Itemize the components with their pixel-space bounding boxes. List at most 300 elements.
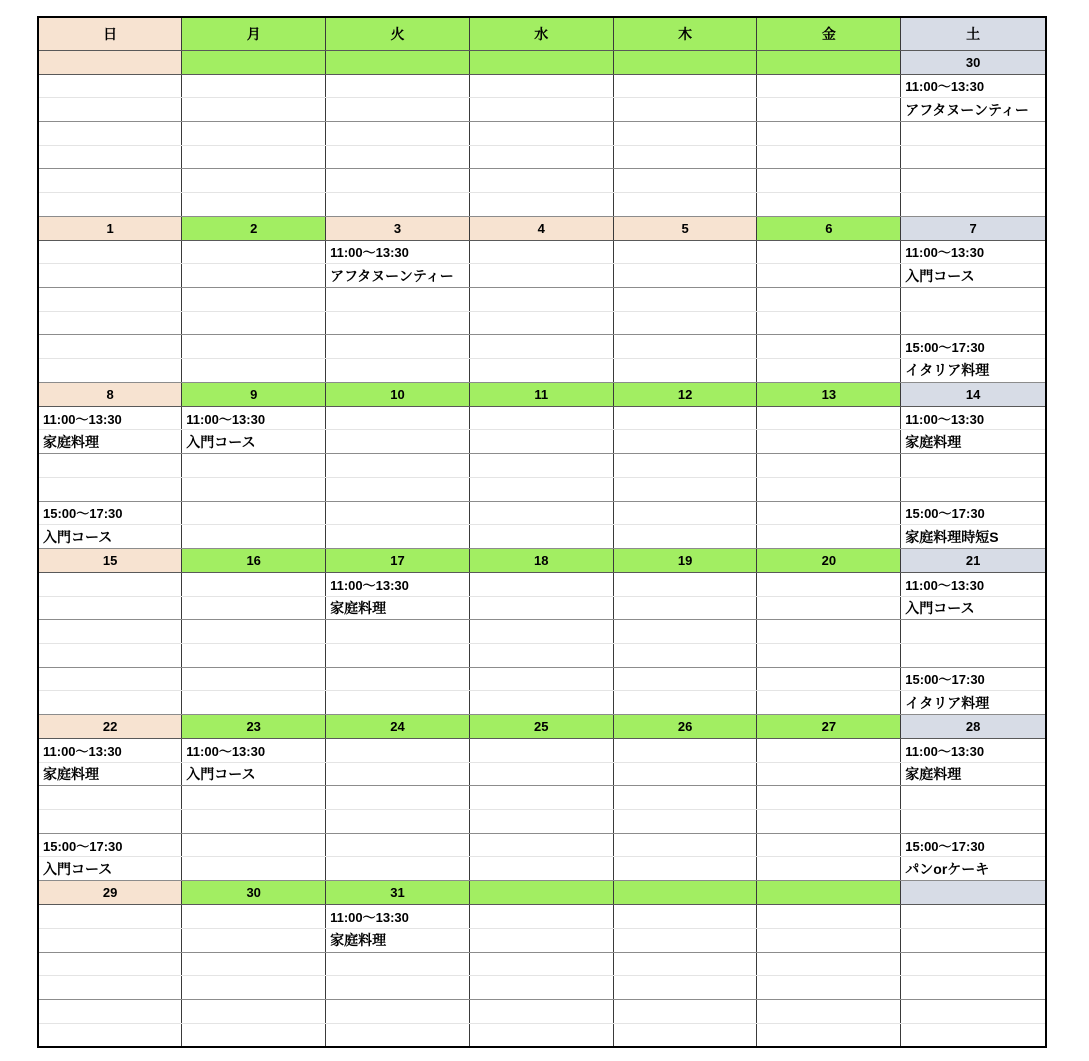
date-cell-empty[interactable] xyxy=(613,50,757,74)
event-name-cell[interactable]: アフタヌーンティー xyxy=(901,98,1046,122)
date-cell-2[interactable]: 2 xyxy=(182,216,326,240)
event-name-cell[interactable] xyxy=(613,192,757,216)
event-time-cell[interactable]: 11:00〜13:30 xyxy=(901,406,1046,430)
event-time-cell[interactable] xyxy=(757,999,901,1023)
event-time-cell[interactable] xyxy=(757,74,901,98)
event-time-cell[interactable] xyxy=(613,288,757,312)
event-time-cell[interactable] xyxy=(469,169,613,193)
event-name-cell[interactable] xyxy=(757,857,901,881)
date-cell-4[interactable]: 4 xyxy=(469,216,613,240)
event-name-cell[interactable]: イタリア料理 xyxy=(901,359,1046,383)
event-time-cell[interactable] xyxy=(38,905,182,929)
event-time-cell[interactable] xyxy=(182,121,326,145)
event-time-cell[interactable] xyxy=(469,74,613,98)
event-name-cell[interactable] xyxy=(613,98,757,122)
event-time-cell[interactable] xyxy=(757,335,901,359)
event-name-cell[interactable] xyxy=(326,525,470,549)
date-cell-5[interactable]: 5 xyxy=(613,216,757,240)
event-name-cell[interactable] xyxy=(757,98,901,122)
date-cell-empty[interactable] xyxy=(757,881,901,905)
event-time-cell[interactable] xyxy=(38,952,182,976)
event-name-cell[interactable]: イタリア料理 xyxy=(901,691,1046,715)
event-name-cell[interactable] xyxy=(757,810,901,834)
event-time-cell[interactable] xyxy=(613,501,757,525)
event-time-cell[interactable] xyxy=(182,572,326,596)
event-name-cell[interactable] xyxy=(182,98,326,122)
date-cell-15[interactable]: 15 xyxy=(38,548,182,572)
event-time-cell[interactable] xyxy=(757,501,901,525)
event-name-cell[interactable] xyxy=(757,264,901,288)
event-name-cell[interactable] xyxy=(182,691,326,715)
event-time-cell[interactable] xyxy=(901,288,1046,312)
event-name-cell[interactable] xyxy=(326,691,470,715)
event-name-cell[interactable] xyxy=(757,477,901,501)
event-name-cell[interactable] xyxy=(901,643,1046,667)
event-name-cell[interactable] xyxy=(901,1023,1046,1047)
event-time-cell[interactable] xyxy=(469,335,613,359)
date-cell-20[interactable]: 20 xyxy=(757,548,901,572)
event-time-cell[interactable] xyxy=(182,833,326,857)
event-name-cell[interactable] xyxy=(613,264,757,288)
date-cell-21[interactable]: 21 xyxy=(901,548,1046,572)
date-cell-24[interactable]: 24 xyxy=(326,715,470,739)
event-time-cell[interactable] xyxy=(757,121,901,145)
event-name-cell[interactable]: 入門コース xyxy=(38,525,182,549)
event-name-row xyxy=(38,1023,1046,1047)
event-time-cell[interactable] xyxy=(182,667,326,691)
event-name-cell[interactable] xyxy=(38,477,182,501)
event-time-cell[interactable] xyxy=(182,288,326,312)
event-time-cell[interactable] xyxy=(469,406,613,430)
event-name-cell[interactable] xyxy=(38,98,182,122)
event-time-cell[interactable] xyxy=(38,74,182,98)
event-time-cell[interactable] xyxy=(757,833,901,857)
event-name-cell[interactable] xyxy=(613,359,757,383)
event-time-cell[interactable] xyxy=(469,240,613,264)
date-cell-empty[interactable] xyxy=(901,881,1046,905)
event-time-cell[interactable] xyxy=(469,572,613,596)
event-time-cell[interactable] xyxy=(613,240,757,264)
event-name-cell[interactable] xyxy=(182,477,326,501)
date-cell-empty[interactable] xyxy=(469,881,613,905)
date-cell-12[interactable]: 12 xyxy=(613,382,757,406)
event-time-cell[interactable] xyxy=(326,335,470,359)
event-name-cell[interactable] xyxy=(38,810,182,834)
event-name-cell[interactable]: 家庭料理 xyxy=(38,762,182,786)
event-time-cell[interactable] xyxy=(38,786,182,810)
event-name-cell[interactable] xyxy=(182,976,326,1000)
event-time-cell[interactable] xyxy=(613,572,757,596)
date-cell-17[interactable]: 17 xyxy=(326,548,470,572)
event-name-cell[interactable] xyxy=(613,810,757,834)
event-time-row xyxy=(38,999,1046,1023)
event-time-cell[interactable] xyxy=(182,999,326,1023)
event-name-cell[interactable] xyxy=(469,311,613,335)
event-name-cell[interactable] xyxy=(326,477,470,501)
event-time-cell[interactable] xyxy=(38,620,182,644)
event-time-cell[interactable] xyxy=(326,833,470,857)
event-time-cell[interactable] xyxy=(469,121,613,145)
date-cell-6[interactable]: 6 xyxy=(757,216,901,240)
event-name-cell[interactable] xyxy=(182,928,326,952)
event-name-cell[interactable] xyxy=(757,643,901,667)
event-name-cell[interactable] xyxy=(613,762,757,786)
date-cell-16[interactable]: 16 xyxy=(182,548,326,572)
date-cell-empty[interactable] xyxy=(613,881,757,905)
date-cell-26[interactable]: 26 xyxy=(613,715,757,739)
event-name-cell[interactable] xyxy=(469,762,613,786)
event-name-cell[interactable] xyxy=(469,264,613,288)
event-name-cell[interactable] xyxy=(182,359,326,383)
event-name-cell[interactable] xyxy=(326,311,470,335)
event-name-cell[interactable] xyxy=(38,1023,182,1047)
date-cell-13[interactable]: 13 xyxy=(757,382,901,406)
event-name-cell[interactable]: 家庭料理 xyxy=(901,430,1046,454)
event-time-cell[interactable] xyxy=(326,454,470,478)
event-time-cell[interactable]: 11:00〜13:30 xyxy=(326,905,470,929)
event-name-cell[interactable] xyxy=(38,311,182,335)
event-name-cell[interactable] xyxy=(469,928,613,952)
event-time-cell[interactable]: 11:00〜13:30 xyxy=(326,240,470,264)
event-name-cell[interactable] xyxy=(326,857,470,881)
event-time-cell[interactable] xyxy=(38,572,182,596)
event-time-cell[interactable] xyxy=(326,288,470,312)
event-name-cell[interactable] xyxy=(326,192,470,216)
event-time-cell[interactable] xyxy=(613,905,757,929)
event-time-cell[interactable] xyxy=(182,786,326,810)
event-name-cell[interactable] xyxy=(613,477,757,501)
event-name-cell[interactable]: 入門コース xyxy=(901,596,1046,620)
date-cell-25[interactable]: 25 xyxy=(469,715,613,739)
event-time-cell[interactable] xyxy=(182,952,326,976)
event-time-cell[interactable] xyxy=(757,620,901,644)
event-name-cell[interactable] xyxy=(38,691,182,715)
date-cell-10[interactable]: 10 xyxy=(326,382,470,406)
event-name-cell[interactable] xyxy=(901,192,1046,216)
event-time-cell[interactable] xyxy=(38,667,182,691)
event-time-cell[interactable]: 11:00〜13:30 xyxy=(901,240,1046,264)
event-name-cell[interactable] xyxy=(38,359,182,383)
event-name-cell[interactable] xyxy=(757,1023,901,1047)
event-time-cell[interactable] xyxy=(469,501,613,525)
date-cell-empty[interactable] xyxy=(757,50,901,74)
event-time-cell[interactable] xyxy=(757,454,901,478)
event-time-cell[interactable] xyxy=(182,905,326,929)
date-cell-empty[interactable] xyxy=(326,50,470,74)
event-time-cell[interactable] xyxy=(38,335,182,359)
event-name-cell[interactable] xyxy=(469,643,613,667)
event-name-cell[interactable] xyxy=(757,928,901,952)
event-time-cell[interactable] xyxy=(326,999,470,1023)
event-time-cell[interactable] xyxy=(38,240,182,264)
event-time-cell[interactable] xyxy=(182,169,326,193)
event-time-cell[interactable] xyxy=(182,620,326,644)
date-cell-11[interactable]: 11 xyxy=(469,382,613,406)
event-name-cell[interactable]: 家庭料理 xyxy=(38,430,182,454)
event-time-cell[interactable] xyxy=(469,999,613,1023)
date-cell-30[interactable]: 30 xyxy=(901,50,1046,74)
event-name-cell[interactable] xyxy=(613,857,757,881)
event-name-cell[interactable] xyxy=(326,762,470,786)
date-cell-31[interactable]: 31 xyxy=(326,881,470,905)
event-time-row xyxy=(38,454,1046,478)
event-name-cell[interactable] xyxy=(326,98,470,122)
event-time-cell[interactable] xyxy=(326,121,470,145)
event-name-cell[interactable] xyxy=(38,976,182,1000)
date-cell-23[interactable]: 23 xyxy=(182,715,326,739)
event-time-cell[interactable] xyxy=(613,952,757,976)
event-time-cell[interactable] xyxy=(757,406,901,430)
event-name-cell[interactable] xyxy=(613,976,757,1000)
event-name-cell[interactable] xyxy=(326,976,470,1000)
event-time-cell[interactable] xyxy=(326,786,470,810)
event-name-cell[interactable] xyxy=(901,976,1046,1000)
event-name-cell[interactable] xyxy=(901,928,1046,952)
event-time-cell[interactable] xyxy=(757,240,901,264)
event-name-cell[interactable] xyxy=(613,311,757,335)
event-time-cell[interactable] xyxy=(613,620,757,644)
event-time-cell[interactable] xyxy=(469,667,613,691)
event-time-cell[interactable] xyxy=(901,999,1046,1023)
event-time-cell[interactable] xyxy=(757,572,901,596)
event-name-cell[interactable] xyxy=(469,98,613,122)
event-time-cell[interactable] xyxy=(326,739,470,763)
event-name-cell[interactable] xyxy=(469,192,613,216)
event-name-cell[interactable] xyxy=(757,192,901,216)
event-name-cell[interactable] xyxy=(182,857,326,881)
date-cell-18[interactable]: 18 xyxy=(469,548,613,572)
event-name-cell[interactable] xyxy=(469,976,613,1000)
event-time-cell[interactable] xyxy=(613,999,757,1023)
event-name-cell[interactable] xyxy=(469,525,613,549)
event-name-cell[interactable]: 入門コース xyxy=(38,857,182,881)
event-time-cell[interactable] xyxy=(613,454,757,478)
event-name-cell[interactable] xyxy=(757,359,901,383)
event-time-cell[interactable] xyxy=(757,667,901,691)
event-time-cell[interactable]: 15:00〜17:30 xyxy=(901,667,1046,691)
event-time-cell[interactable]: 11:00〜13:30 xyxy=(901,74,1046,98)
date-cell-8[interactable]: 8 xyxy=(38,382,182,406)
event-time-cell[interactable] xyxy=(757,952,901,976)
event-time-cell[interactable] xyxy=(613,667,757,691)
date-cell-19[interactable]: 19 xyxy=(613,548,757,572)
event-name-cell[interactable] xyxy=(757,596,901,620)
event-time-cell[interactable] xyxy=(326,620,470,644)
date-cell-9[interactable]: 9 xyxy=(182,382,326,406)
event-time-cell[interactable]: 15:00〜17:30 xyxy=(38,501,182,525)
event-time-cell[interactable] xyxy=(182,74,326,98)
event-name-cell[interactable] xyxy=(469,596,613,620)
event-name-cell[interactable] xyxy=(757,762,901,786)
event-name-cell[interactable] xyxy=(38,643,182,667)
event-time-cell[interactable] xyxy=(901,121,1046,145)
event-time-cell[interactable] xyxy=(326,952,470,976)
event-time-cell[interactable] xyxy=(613,786,757,810)
event-name-cell[interactable] xyxy=(757,145,901,169)
event-time-cell[interactable]: 11:00〜13:30 xyxy=(182,739,326,763)
event-name-cell[interactable]: アフタヌーンティー xyxy=(326,264,470,288)
event-name-cell[interactable] xyxy=(469,857,613,881)
event-name-cell[interactable] xyxy=(901,810,1046,834)
event-time-cell[interactable] xyxy=(38,288,182,312)
event-name-cell[interactable] xyxy=(326,1023,470,1047)
date-cell-empty[interactable] xyxy=(38,50,182,74)
event-time-cell[interactable] xyxy=(613,169,757,193)
event-name-cell[interactable] xyxy=(182,525,326,549)
event-time-cell[interactable] xyxy=(182,240,326,264)
event-name-cell[interactable] xyxy=(613,525,757,549)
event-name-cell[interactable]: 入門コース xyxy=(182,430,326,454)
event-name-cell[interactable] xyxy=(757,525,901,549)
date-cell-29[interactable]: 29 xyxy=(38,881,182,905)
event-name-cell[interactable] xyxy=(182,311,326,335)
event-name-cell[interactable] xyxy=(38,264,182,288)
event-time-cell[interactable] xyxy=(38,999,182,1023)
event-time-cell[interactable]: 11:00〜13:30 xyxy=(38,739,182,763)
event-name-cell[interactable] xyxy=(326,430,470,454)
event-name-cell[interactable] xyxy=(182,643,326,667)
event-time-cell[interactable] xyxy=(613,335,757,359)
event-time-cell[interactable] xyxy=(38,454,182,478)
event-time-cell[interactable] xyxy=(613,739,757,763)
event-name-cell[interactable] xyxy=(613,643,757,667)
event-name-cell[interactable] xyxy=(182,810,326,834)
event-name-cell[interactable]: 入門コース xyxy=(901,264,1046,288)
event-time-cell[interactable] xyxy=(901,952,1046,976)
event-time-cell[interactable] xyxy=(182,454,326,478)
event-time-cell[interactable] xyxy=(469,454,613,478)
event-time-cell[interactable] xyxy=(901,169,1046,193)
event-name-cell[interactable] xyxy=(901,311,1046,335)
event-name-cell[interactable] xyxy=(182,264,326,288)
date-cell-30[interactable]: 30 xyxy=(182,881,326,905)
event-time-cell[interactable] xyxy=(901,454,1046,478)
date-cell-28[interactable]: 28 xyxy=(901,715,1046,739)
event-name-row xyxy=(38,359,1046,383)
event-name-cell[interactable]: パンorケーキ xyxy=(901,857,1046,881)
event-time-cell[interactable]: 11:00〜13:30 xyxy=(38,406,182,430)
event-time-cell[interactable] xyxy=(469,288,613,312)
date-cell-empty[interactable] xyxy=(469,50,613,74)
event-name-cell[interactable] xyxy=(901,145,1046,169)
event-time-cell[interactable] xyxy=(469,620,613,644)
event-time-cell[interactable]: 11:00〜13:30 xyxy=(182,406,326,430)
event-name-cell[interactable] xyxy=(469,145,613,169)
event-name-cell[interactable] xyxy=(326,359,470,383)
event-name-cell[interactable] xyxy=(469,477,613,501)
event-time-cell[interactable] xyxy=(182,335,326,359)
event-name-cell[interactable] xyxy=(182,192,326,216)
event-time-cell[interactable]: 11:00〜13:30 xyxy=(326,572,470,596)
event-time-cell[interactable]: 15:00〜17:30 xyxy=(38,833,182,857)
event-name-cell[interactable] xyxy=(38,192,182,216)
event-time-cell[interactable] xyxy=(326,501,470,525)
event-time-cell[interactable] xyxy=(469,833,613,857)
event-time-cell[interactable] xyxy=(613,74,757,98)
event-name-cell[interactable] xyxy=(469,1023,613,1047)
date-cell-7[interactable]: 7 xyxy=(901,216,1046,240)
event-name-cell[interactable] xyxy=(469,691,613,715)
event-time-cell[interactable]: 15:00〜17:30 xyxy=(901,501,1046,525)
event-name-cell[interactable] xyxy=(613,596,757,620)
event-name-cell[interactable] xyxy=(613,1023,757,1047)
event-time-cell[interactable] xyxy=(901,620,1046,644)
event-name-cell[interactable]: 家庭料理 xyxy=(326,596,470,620)
date-cell-3[interactable]: 3 xyxy=(326,216,470,240)
event-name-cell[interactable] xyxy=(182,1023,326,1047)
event-name-cell[interactable]: 入門コース xyxy=(182,762,326,786)
event-time-cell[interactable] xyxy=(757,786,901,810)
event-name-cell[interactable] xyxy=(757,691,901,715)
date-cell-22[interactable]: 22 xyxy=(38,715,182,739)
event-time-cell[interactable] xyxy=(326,406,470,430)
event-time-cell[interactable] xyxy=(38,121,182,145)
event-name-row xyxy=(38,145,1046,169)
event-name-cell[interactable] xyxy=(38,928,182,952)
event-time-cell[interactable] xyxy=(326,169,470,193)
event-time-cell[interactable]: 11:00〜13:30 xyxy=(901,572,1046,596)
event-time-cell[interactable]: 15:00〜17:30 xyxy=(901,335,1046,359)
event-name-cell[interactable] xyxy=(326,810,470,834)
event-time-cell[interactable] xyxy=(757,169,901,193)
event-name-cell[interactable] xyxy=(901,477,1046,501)
event-name-cell[interactable] xyxy=(469,359,613,383)
date-cell-1[interactable]: 1 xyxy=(38,216,182,240)
event-name-cell[interactable] xyxy=(613,145,757,169)
event-name-cell[interactable] xyxy=(182,145,326,169)
event-time-cell[interactable] xyxy=(757,905,901,929)
event-time-cell[interactable] xyxy=(38,169,182,193)
event-name-cell[interactable]: 家庭料理 xyxy=(901,762,1046,786)
event-time-cell[interactable] xyxy=(326,74,470,98)
event-time-cell[interactable] xyxy=(469,739,613,763)
event-time-cell[interactable]: 11:00〜13:30 xyxy=(901,739,1046,763)
event-name-cell[interactable]: 家庭料理 xyxy=(326,928,470,952)
event-time-cell[interactable] xyxy=(757,739,901,763)
event-name-cell[interactable] xyxy=(38,145,182,169)
event-name-cell[interactable] xyxy=(757,976,901,1000)
event-time-row xyxy=(38,240,1046,264)
event-name-cell[interactable] xyxy=(326,643,470,667)
date-cell-empty[interactable] xyxy=(182,50,326,74)
event-name-cell[interactable]: 家庭料理時短S xyxy=(901,525,1046,549)
event-time-cell[interactable] xyxy=(326,667,470,691)
event-name-cell[interactable] xyxy=(38,596,182,620)
event-time-cell[interactable] xyxy=(901,786,1046,810)
event-time-cell[interactable]: 15:00〜17:30 xyxy=(901,833,1046,857)
event-time-cell[interactable] xyxy=(182,501,326,525)
event-time-cell[interactable] xyxy=(613,833,757,857)
event-time-cell[interactable] xyxy=(901,905,1046,929)
event-name-cell[interactable] xyxy=(613,430,757,454)
event-name-cell[interactable] xyxy=(326,145,470,169)
event-name-cell[interactable] xyxy=(182,596,326,620)
event-name-cell[interactable] xyxy=(757,311,901,335)
event-time-cell[interactable] xyxy=(613,121,757,145)
event-time-cell[interactable] xyxy=(469,905,613,929)
event-time-cell[interactable] xyxy=(469,786,613,810)
event-name-cell[interactable] xyxy=(613,691,757,715)
event-time-cell[interactable] xyxy=(757,288,901,312)
event-name-cell[interactable] xyxy=(469,430,613,454)
event-name-cell[interactable] xyxy=(757,430,901,454)
date-cell-14[interactable]: 14 xyxy=(901,382,1046,406)
event-time-cell[interactable] xyxy=(613,406,757,430)
event-time-cell[interactable] xyxy=(469,952,613,976)
event-name-cell[interactable] xyxy=(469,810,613,834)
date-cell-27[interactable]: 27 xyxy=(757,715,901,739)
event-name-cell[interactable] xyxy=(613,928,757,952)
